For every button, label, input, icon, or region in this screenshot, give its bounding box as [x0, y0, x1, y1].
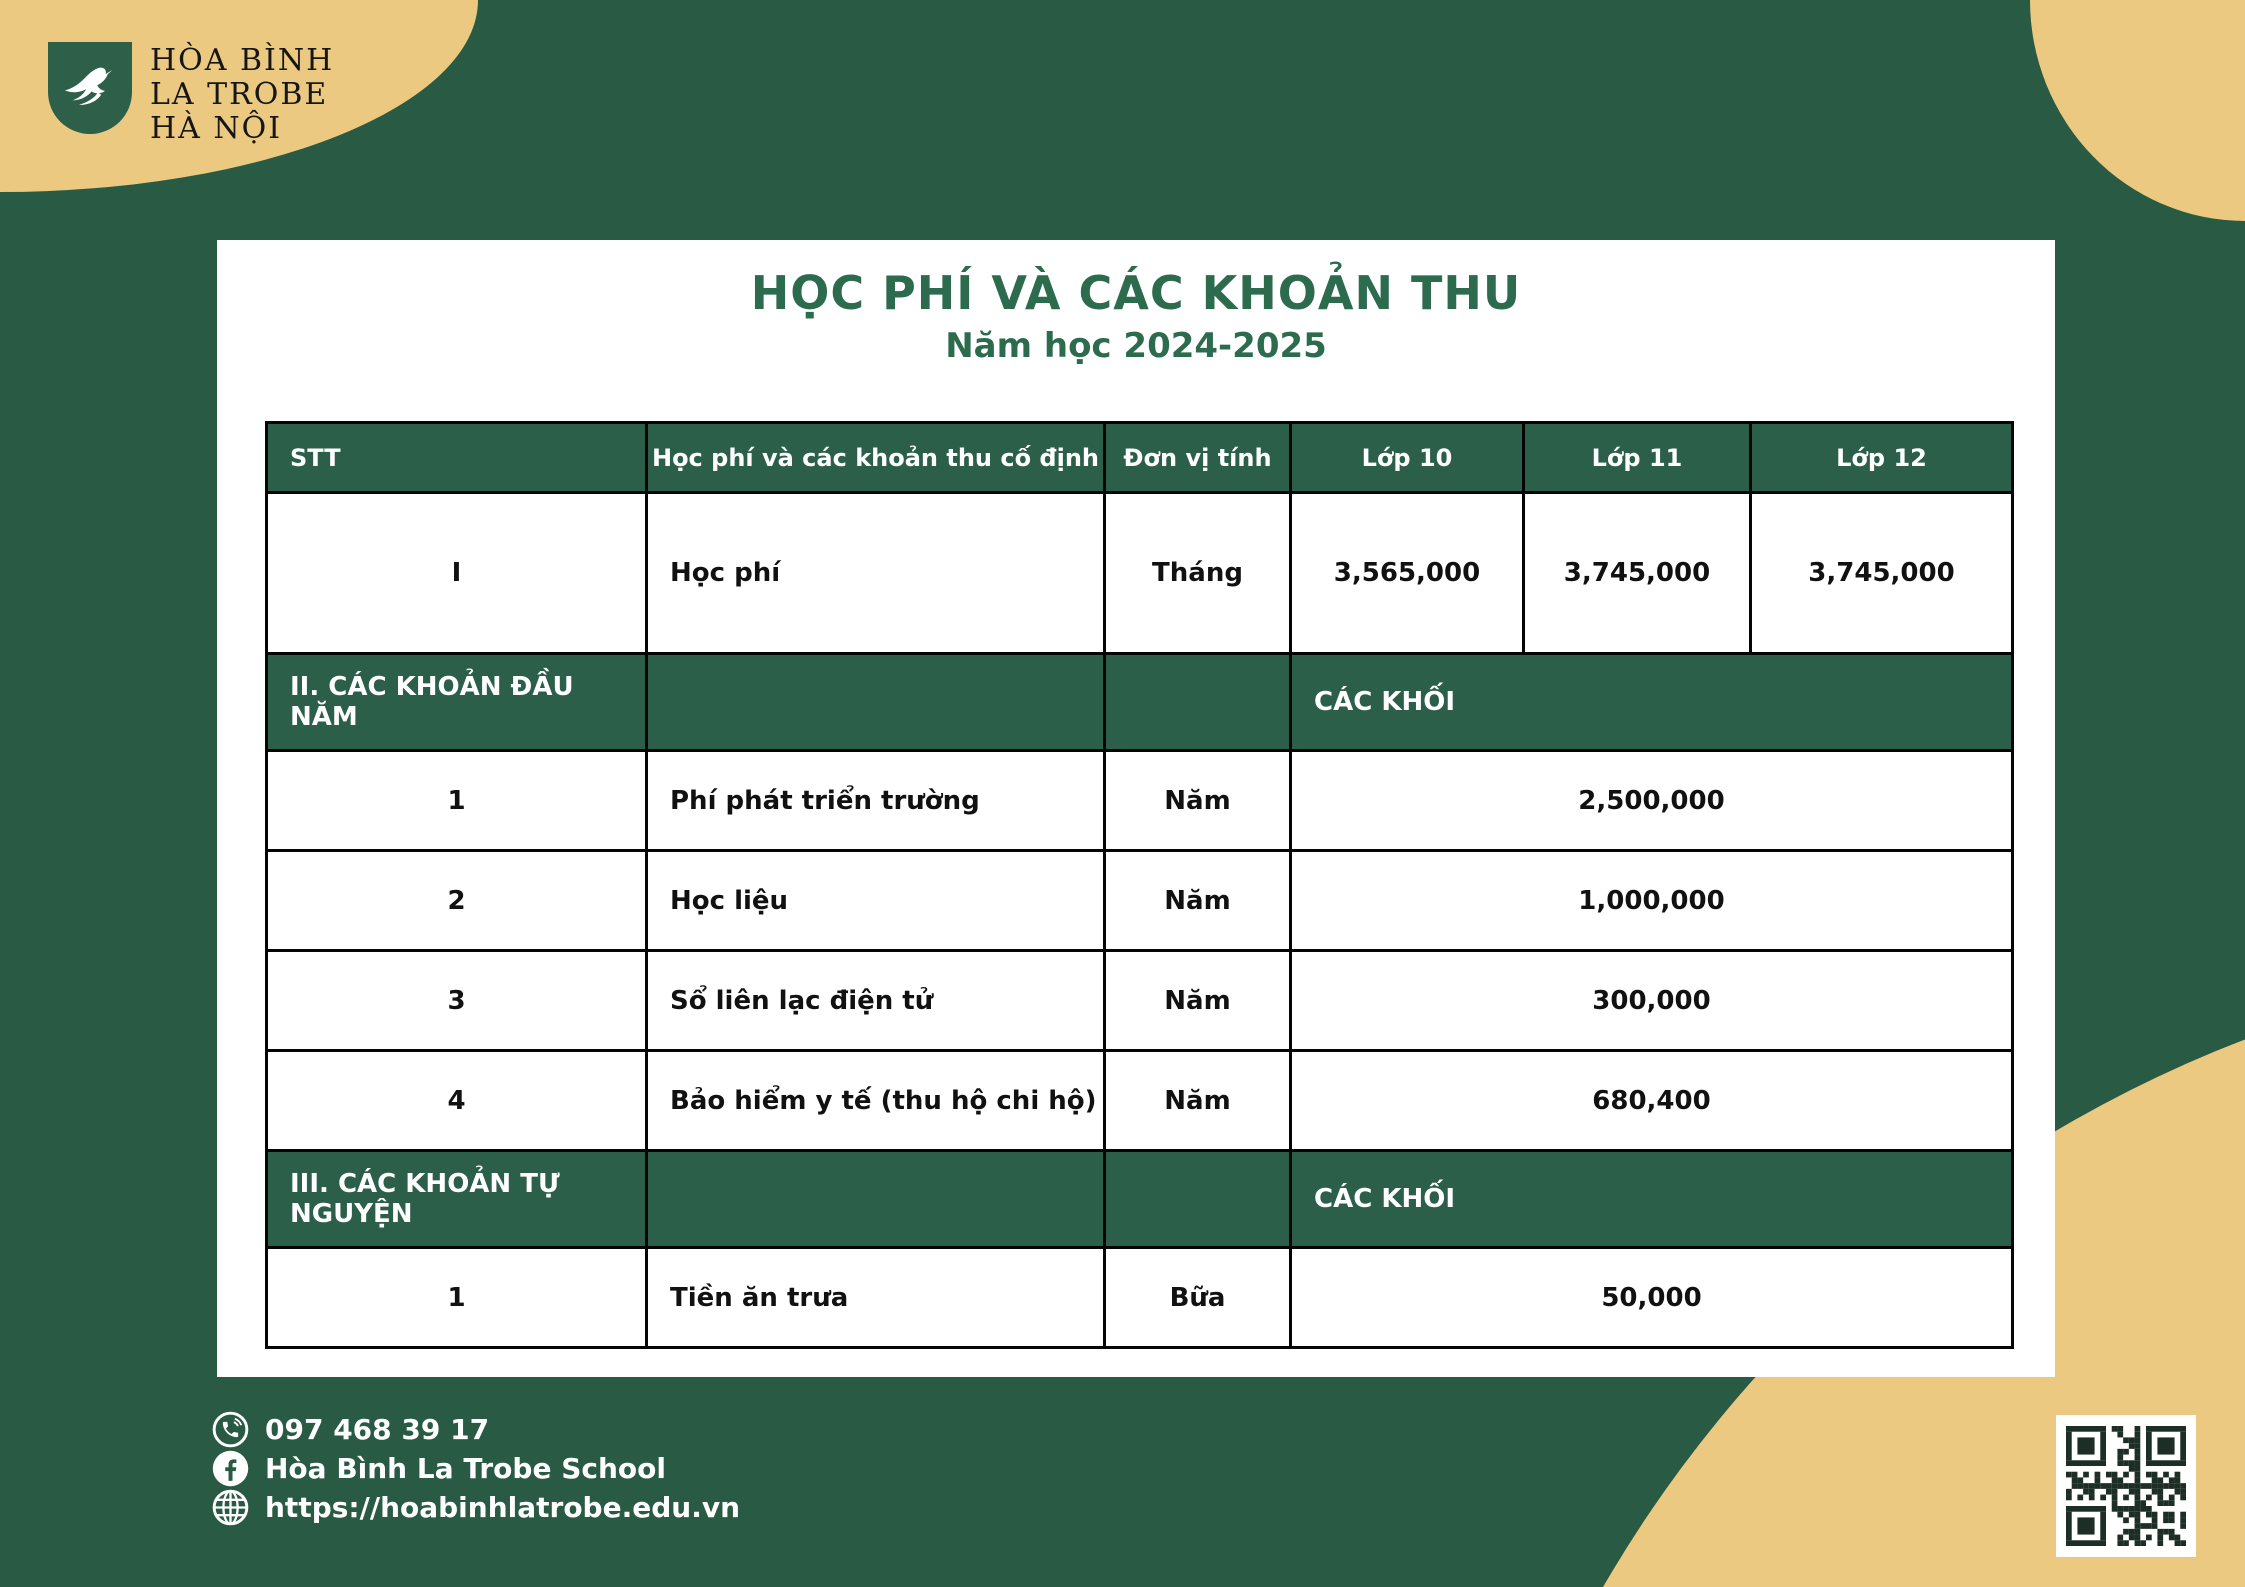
section-merged-label: CÁC KHỐI — [1291, 1151, 2013, 1248]
website-url: https://hoabinhlatrobe.edu.vn — [265, 1491, 741, 1524]
cell-stt: I — [267, 493, 647, 654]
globe-icon — [212, 1489, 249, 1526]
section-empty-cell — [647, 1151, 1105, 1248]
logo-line-2: LA TROBE — [150, 77, 329, 112]
table-row-tuition — [267, 493, 2013, 654]
page-subtitle: Năm học 2024-2025 — [945, 326, 1327, 366]
logo-line-3: HÀ NỘI — [150, 111, 283, 146]
cell-unit: Tháng — [1105, 493, 1291, 654]
fee-card — [217, 240, 2055, 1377]
section-title: II. CÁC KHOẢN ĐẦU NĂM — [267, 654, 647, 751]
col-header-grade10: Lớp 10 — [1291, 423, 1524, 493]
col-header-unit: Đơn vị tính — [1105, 423, 1291, 493]
qr-code-image — [2066, 1426, 2186, 1546]
cell-unit: Năm — [1105, 1051, 1291, 1151]
page-title: HỌC PHÍ VÀ CÁC KHOẢN THU — [750, 266, 1522, 320]
col-header-grade12: Lớp 12 — [1751, 423, 2013, 493]
contact-website-row — [212, 1488, 740, 1527]
facebook-icon — [212, 1450, 249, 1487]
table-row — [267, 951, 2013, 1051]
cell-unit: Năm — [1105, 751, 1291, 851]
section-row-start-of-year — [267, 654, 2013, 751]
cell-label: Học phí — [647, 493, 1105, 654]
section-title: III. CÁC KHOẢN TỰ NGUYỆN — [267, 1151, 647, 1248]
cell-unit: Năm — [1105, 951, 1291, 1051]
cell-unit: Năm — [1105, 851, 1291, 951]
phone-number: 097 468 39 17 — [265, 1413, 490, 1446]
facebook-page-name: Hòa Bình La Trobe School — [265, 1452, 666, 1485]
section-empty-cell — [1105, 1151, 1291, 1248]
cell-stt: 4 — [267, 1051, 647, 1151]
logo-wordmark — [150, 42, 334, 146]
cell-value: 2,500,000 — [1291, 751, 2013, 851]
contact-facebook-row — [212, 1449, 740, 1488]
cell-label: Sổ liên lạc điện tử — [647, 951, 1105, 1051]
table-row — [267, 1248, 2013, 1348]
table-header-row — [267, 423, 2013, 493]
section-empty-cell — [1105, 654, 1291, 751]
cell-value: 50,000 — [1291, 1248, 2013, 1348]
section-row-voluntary — [267, 1151, 2013, 1248]
qr-code — [2056, 1415, 2196, 1557]
logo-shield — [48, 42, 132, 134]
cell-stt: 1 — [267, 751, 647, 851]
cell-stt: 3 — [267, 951, 647, 1051]
col-header-grade11: Lớp 11 — [1524, 423, 1751, 493]
cell-stt: 2 — [267, 851, 647, 951]
section-merged-label: CÁC KHỐI — [1291, 654, 2013, 751]
section-empty-cell — [647, 654, 1105, 751]
cell-label: Bảo hiểm y tế (thu hộ chi hộ) — [647, 1051, 1105, 1151]
cell-grade10: 3,565,000 — [1291, 493, 1524, 654]
school-logo — [48, 42, 334, 146]
cell-value: 300,000 — [1291, 951, 2013, 1051]
cell-grade12: 3,745,000 — [1751, 493, 2013, 654]
logo-line-1: HÒA BÌNH — [150, 43, 335, 78]
cell-label: Phí phát triển trường — [647, 751, 1105, 851]
tan-blob-top-right — [2030, 0, 2245, 221]
col-header-items: Học phí và các khoản thu cố định — [647, 423, 1105, 493]
contact-block — [212, 1410, 740, 1527]
table-row — [267, 851, 2013, 951]
cell-value: 680,400 — [1291, 1051, 2013, 1151]
cell-value: 1,000,000 — [1291, 851, 2013, 951]
swallow-bird-icon — [59, 60, 121, 116]
cell-grade11: 3,745,000 — [1524, 493, 1751, 654]
phone-icon — [212, 1411, 249, 1448]
table-row — [267, 751, 2013, 851]
cell-stt: 1 — [267, 1248, 647, 1348]
cell-label: Học liệu — [647, 851, 1105, 951]
col-header-stt: STT — [267, 423, 647, 493]
cell-unit: Bữa — [1105, 1248, 1291, 1348]
fee-table — [265, 421, 2014, 1349]
cell-label: Tiền ăn trưa — [647, 1248, 1105, 1348]
table-row — [267, 1051, 2013, 1151]
contact-phone-row — [212, 1410, 740, 1449]
